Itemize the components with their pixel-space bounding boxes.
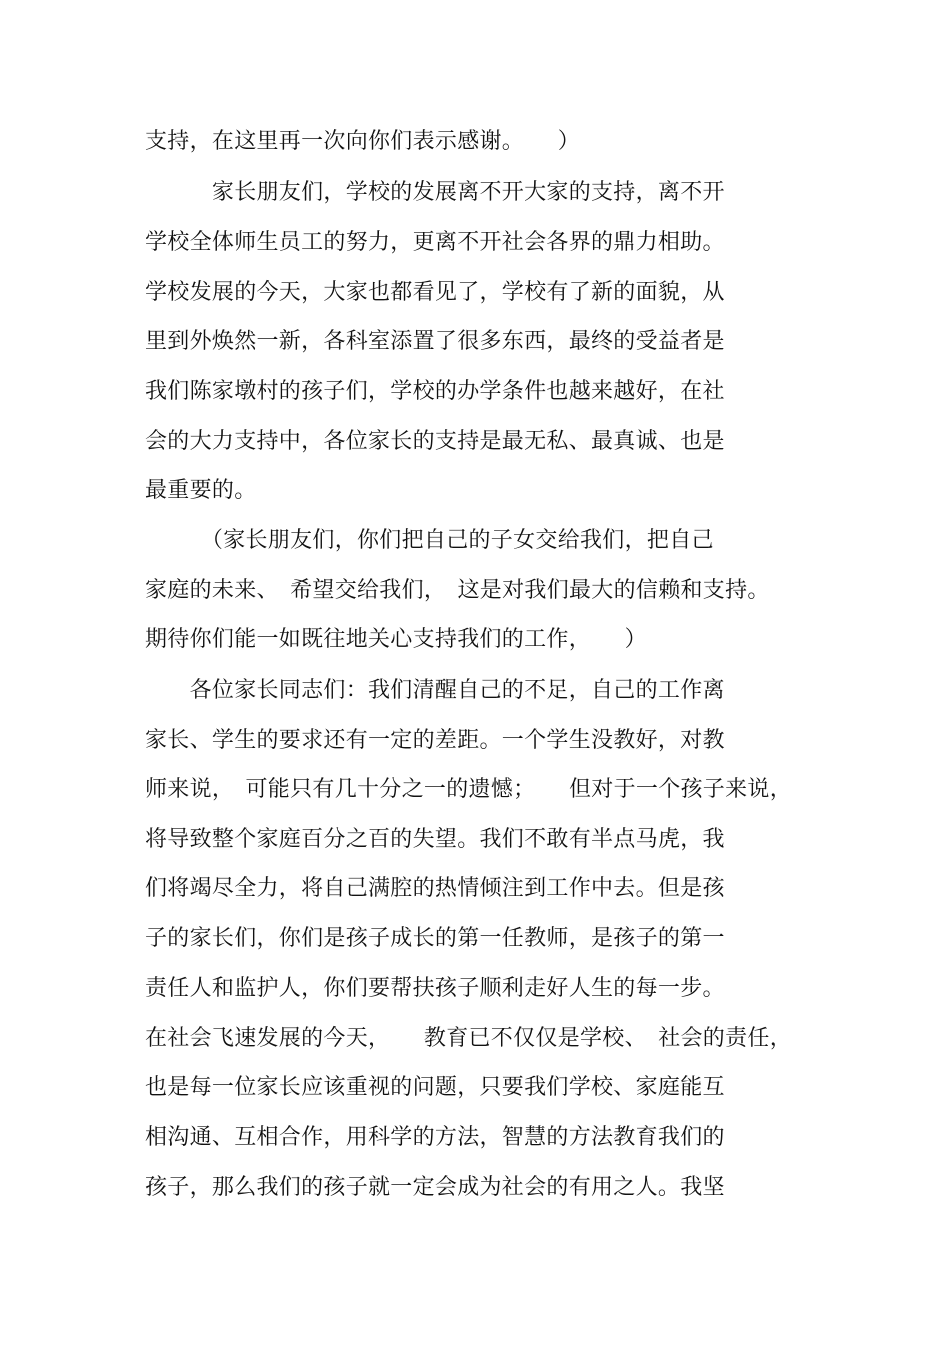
text-line: 们将竭尽全力，将自己满腔的热情倾注到工作中去。但是孩 [145,876,725,901]
text-line: 学校全体师生员工的努力，更离不开社会各界的鼎力相助。 [145,230,725,255]
text-line: 支持，在这里再一次向你们表示感谢。 ） [145,129,581,154]
text-line: 孩子，那么我们的孩子就一定会成为社会的有用之人。我坚 [145,1175,725,1200]
text-line: 相沟通、互相合作，用科学的方法，智慧的方法教育我们的 [145,1125,725,1150]
text-line: 家庭的未来、 希望交给我们， 这是对我们最大的信赖和支持。 [145,578,770,603]
text-line: 我们陈家墩村的孩子们，学校的办学条件也越来越好，在社 [145,379,725,404]
text-line: 责任人和监护人，你们要帮扶孩子顺利走好人生的每一步。 [145,976,725,1001]
text-line: 最重要的。 [145,478,257,503]
text-line: 家长朋友们，学校的发展离不开大家的支持，离不开 [145,180,725,205]
text-line: 子的家长们，你们是孩子成长的第一任教师，是孩子的第一 [145,926,725,951]
text-line: 家长、学生的要求还有一定的差距。一个学生没教好，对教 [145,728,725,753]
text-line: 各位家长同志们：我们清醒自己的不足，自己的工作离 [145,678,725,703]
text-line: 将导致整个家庭百分之百的失望。我们不敢有半点马虎，我 [145,827,725,852]
text-line: 在社会飞速发展的今天， 教育已不仅仅是学校、 社会的责任， [145,1026,793,1051]
text-line: 学校发展的今天，大家也都看见了，学校有了新的面貌，从 [145,280,725,305]
text-line: 也是每一位家长应该重视的问题，只要我们学校、家庭能互 [145,1075,725,1100]
text-line: （家长朋友们，你们把自己的子女交给我们，把自己 [145,528,714,553]
text-line: 期待你们能一如既往地关心支持我们的工作， ） [145,627,647,652]
text-line: 会的大力支持中，各位家长的支持是最无私、最真诚、也是 [145,429,725,454]
text-line: 里到外焕然一新，各科室添置了很多东西，最终的受益者是 [145,329,725,354]
text-line: 师来说， 可能只有几十分之一的遗憾； 但对于一个孩子来说， [145,777,793,802]
